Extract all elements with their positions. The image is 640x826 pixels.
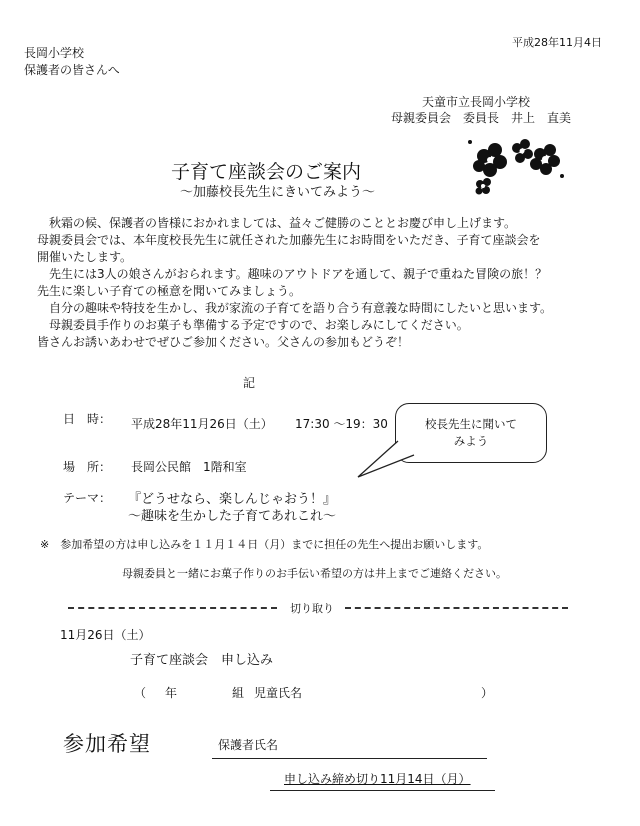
body-line: 母親委員手作りのお菓子も準備する予定ですので、お楽しみにしてください。 (37, 318, 469, 332)
body-line: 秋霜の候、保護者の皆様におかれましては、益々ご健勝のこととお慶び申し上げます。 (37, 216, 517, 230)
form-participate-heading: 参加希望 (63, 732, 151, 756)
form-guardian-name-label: 保護者氏名 (218, 738, 279, 752)
form-close-paren: ） (481, 686, 494, 700)
sender-school: 天童市立長岡小学校 (422, 95, 531, 109)
recipient-parents: 保護者の皆さんへ (24, 63, 120, 77)
theme-line-1: 『どうせなら、楽しんじゃおう！』 (128, 492, 337, 507)
theme-line-2: ～趣味を生かした子育てあれこれ～ (128, 509, 337, 524)
ki-heading: 記 (243, 376, 256, 390)
page-subtitle: ～加藤校長先生にきいてみよう～ (180, 185, 376, 200)
note-help: 母親委員と一緒にお菓子作りのお手伝い希望の方は井上までご連絡ください。 (122, 567, 507, 580)
bubble-line-1: 校長先生に聞いて (425, 417, 517, 431)
flower-illustration-icon (462, 136, 572, 198)
bubble-line-2: みよう (453, 434, 489, 448)
form-open-paren: （ (134, 686, 147, 700)
date-label: 日 時： (63, 412, 112, 426)
cut-line-left (68, 607, 277, 609)
form-class-label: 組 (232, 686, 245, 700)
cut-label: 切り取り (290, 602, 334, 615)
form-year-label: 年 (165, 686, 178, 700)
time-value: 17:30 ～19：30 (295, 417, 388, 431)
place-value: 長岡公民館 1階和室 (131, 460, 247, 474)
date-value: 平成28年11月26日（土） (131, 417, 273, 431)
form-title: 子育て座談会 申し込み (130, 653, 274, 668)
recipient-school: 長岡小学校 (24, 46, 85, 60)
note-deadline: ※ 参加希望の方は申し込みを１１月１４日（月）までに担任の先生へ提出お願いします。 (40, 538, 489, 551)
sender-committee: 母親委員会 委員長 井上 直美 (391, 111, 572, 125)
bubble-tail-icon (356, 440, 418, 480)
form-date: 11月26日（土） (60, 628, 151, 642)
place-label: 場 所： (63, 460, 112, 474)
body-line: 皆さんお誘いあわせでぜひご参加ください。父さんの参加もどうぞ！ (37, 335, 410, 349)
form-deadline: 申し込み締め切り11月14日（月） (284, 772, 471, 786)
body-text (37, 215, 552, 351)
page-title: 子育て座談会のご案内 (171, 161, 362, 183)
document-date: 平成28年11月4日 (512, 36, 602, 49)
body-line: 開催いたします。 (37, 250, 133, 264)
body-line: 先生に楽しい子育ての極意を聞いてみましょう。 (37, 284, 302, 298)
guardian-name-underline (212, 758, 487, 759)
theme-label: テーマ： (63, 491, 112, 505)
body-line: 自分の趣味や特技を生かし、我が家流の子育てを語り合う有意義な時間にしたいと思います。 (37, 301, 553, 315)
form-child-name-label: 児童氏名 (254, 686, 303, 700)
cut-line-right (345, 607, 568, 609)
body-line: 母親委員会では、本年度校長先生に就任された加藤先生にお時間をいただき、子育て座談会を (37, 233, 541, 247)
deadline-underline (270, 790, 495, 791)
body-line: 先生には3人の娘さんがおられます。趣味のアウトドアを通して、親子で重ねた冒険の旅！？ (37, 267, 548, 281)
